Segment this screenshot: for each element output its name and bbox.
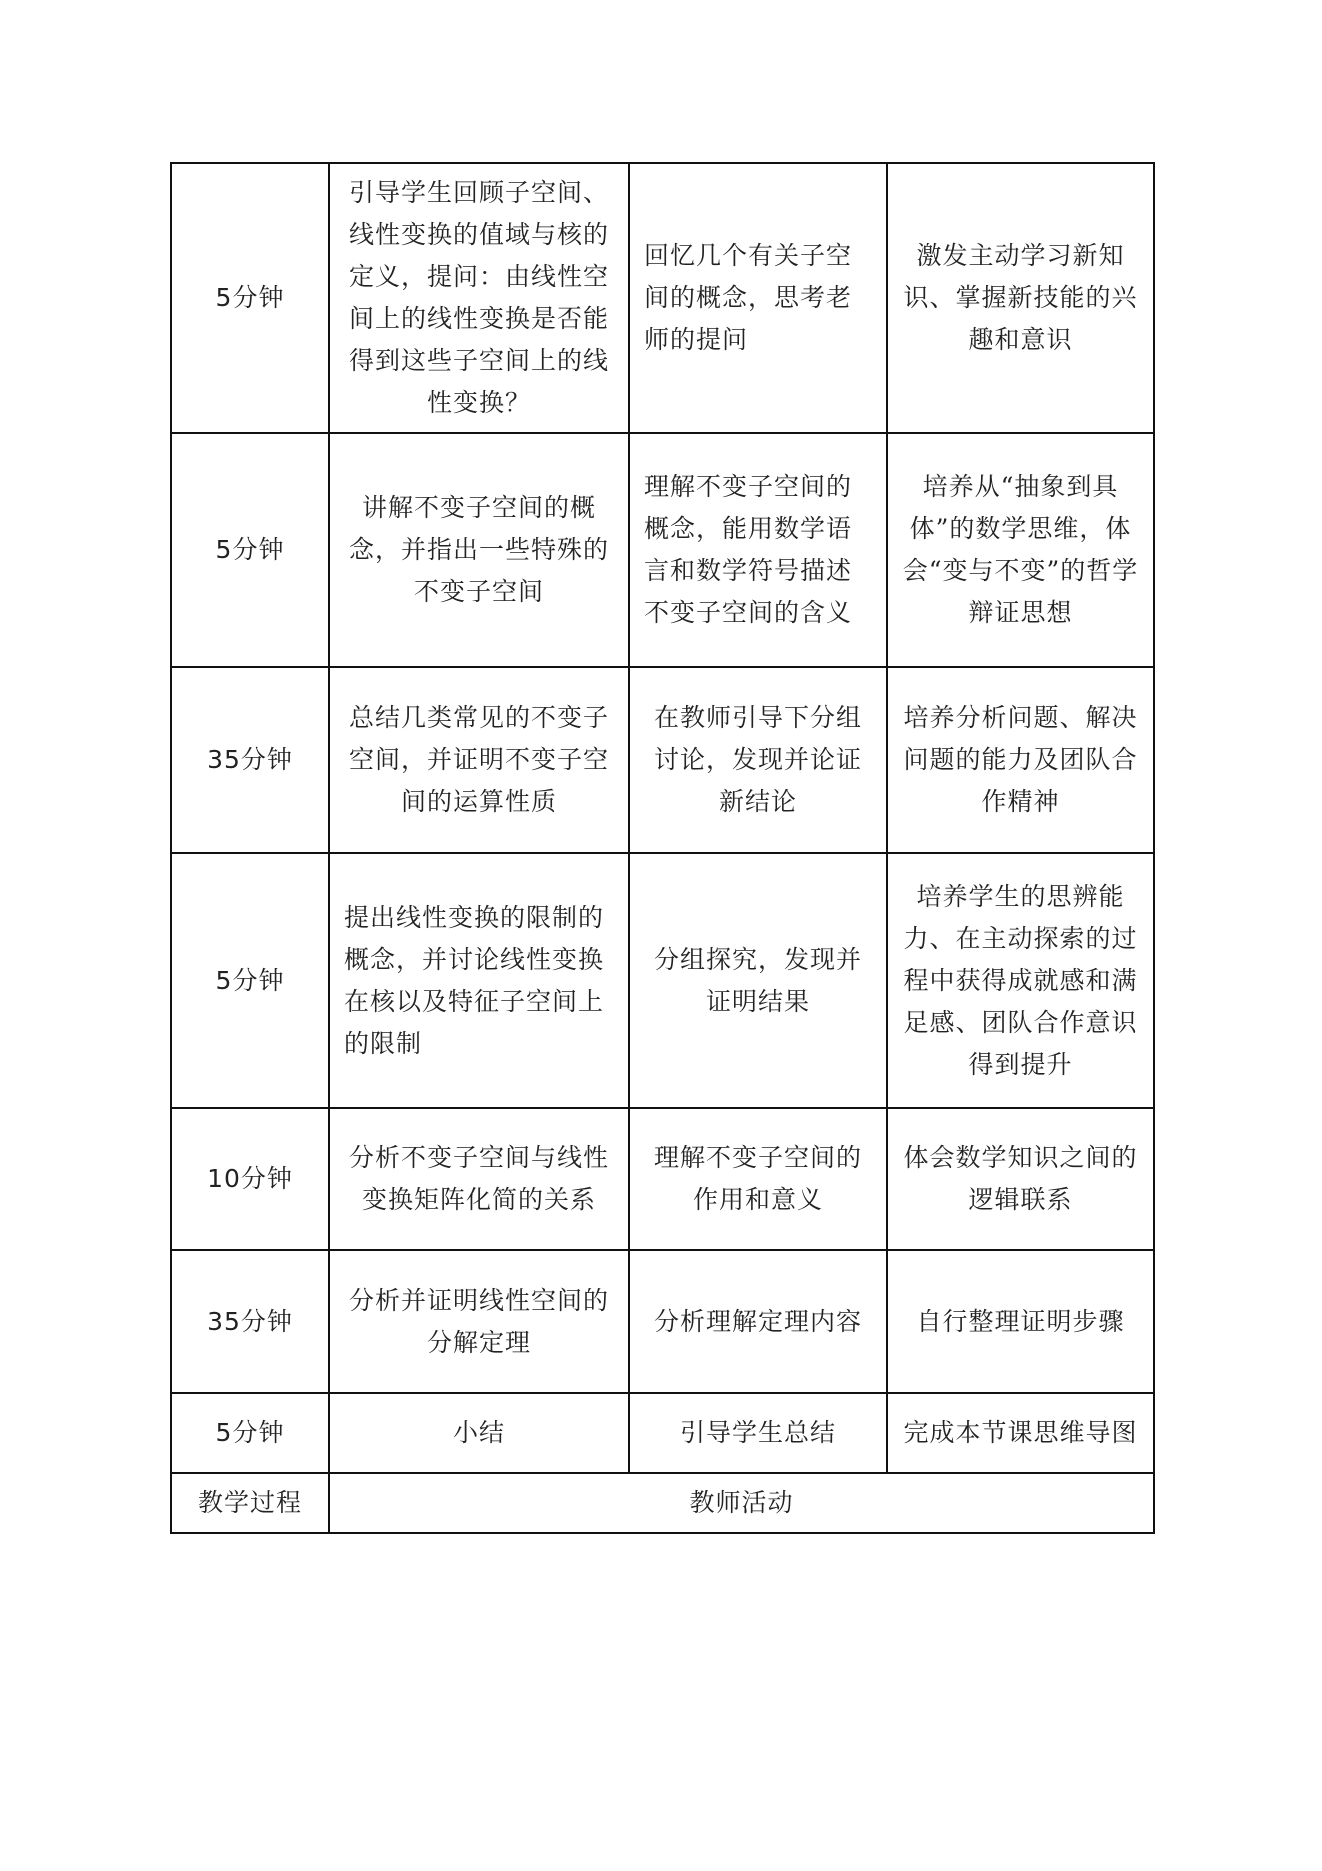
table-row <box>171 433 1154 667</box>
time-cell: 35分钟 <box>171 667 329 853</box>
table-row <box>171 1473 1154 1533</box>
table-row <box>171 667 1154 853</box>
time-cell: 5分钟 <box>171 853 329 1108</box>
table-row <box>171 1250 1154 1393</box>
student-activity-cell: 理解不变子空间的概念，能用数学语言和数学符号描述不变子空间的含义 <box>629 433 887 667</box>
teaching-process-label: 教学过程 <box>171 1473 329 1533</box>
teacher-activity-cell: 讲解不变子空间的概念，并指出一些特殊的不变子空间 <box>329 433 629 667</box>
time-cell: 35分钟 <box>171 1250 329 1393</box>
table-row <box>171 163 1154 433</box>
teacher-activity-cell: 分析并证明线性空间的分解定理 <box>329 1250 629 1393</box>
design-intent-cell: 培养从“抽象到具体”的数学思维，体会“变与不变”的哲学辩证思想 <box>887 433 1154 667</box>
design-intent-cell: 培养分析问题、解决问题的能力及团队合作精神 <box>887 667 1154 853</box>
design-intent-cell: 培养学生的思辨能力、在主动探索的过程中获得成就感和满足感、团队合作意识得到提升 <box>887 853 1154 1108</box>
student-activity-cell: 理解不变子空间的作用和意义 <box>629 1108 887 1250</box>
design-intent-cell: 体会数学知识之间的逻辑联系 <box>887 1108 1154 1250</box>
time-cell: 10分钟 <box>171 1108 329 1250</box>
table-row <box>171 1108 1154 1250</box>
teacher-activity-cell: 总结几类常见的不变子空间，并证明不变子空间的运算性质 <box>329 667 629 853</box>
teacher-activity-cell: 提出线性变换的限制的概念，并讨论线性变换在核以及特征子空间上的限制 <box>329 853 629 1108</box>
teacher-activity-cell: 小结 <box>329 1393 629 1473</box>
time-cell: 5分钟 <box>171 433 329 667</box>
teacher-activity-cell: 引导学生回顾子空间、线性变换的值域与核的定义，提问：由线性空间上的线性变换是否能得到这些子空间上的线性变换？ <box>329 163 629 433</box>
student-activity-cell: 在教师引导下分组讨论，发现并论证新结论 <box>629 667 887 853</box>
student-activity-cell: 分析理解定理内容 <box>629 1250 887 1393</box>
student-activity-cell: 分组探究，发现并证明结果 <box>629 853 887 1108</box>
design-intent-cell: 完成本节课思维导图 <box>887 1393 1154 1473</box>
teacher-activity-header: 教师活动 <box>329 1473 1154 1533</box>
design-intent-cell: 激发主动学习新知识、掌握新技能的兴趣和意识 <box>887 163 1154 433</box>
time-cell: 5分钟 <box>171 163 329 433</box>
student-activity-cell: 回忆几个有关子空间的概念，思考老师的提问 <box>629 163 887 433</box>
lesson-plan-table <box>170 162 1155 1534</box>
design-intent-cell: 自行整理证明步骤 <box>887 1250 1154 1393</box>
student-activity-cell: 引导学生总结 <box>629 1393 887 1473</box>
table-row <box>171 1393 1154 1473</box>
time-cell: 5分钟 <box>171 1393 329 1473</box>
table-row <box>171 853 1154 1108</box>
teacher-activity-cell: 分析不变子空间与线性变换矩阵化简的关系 <box>329 1108 629 1250</box>
